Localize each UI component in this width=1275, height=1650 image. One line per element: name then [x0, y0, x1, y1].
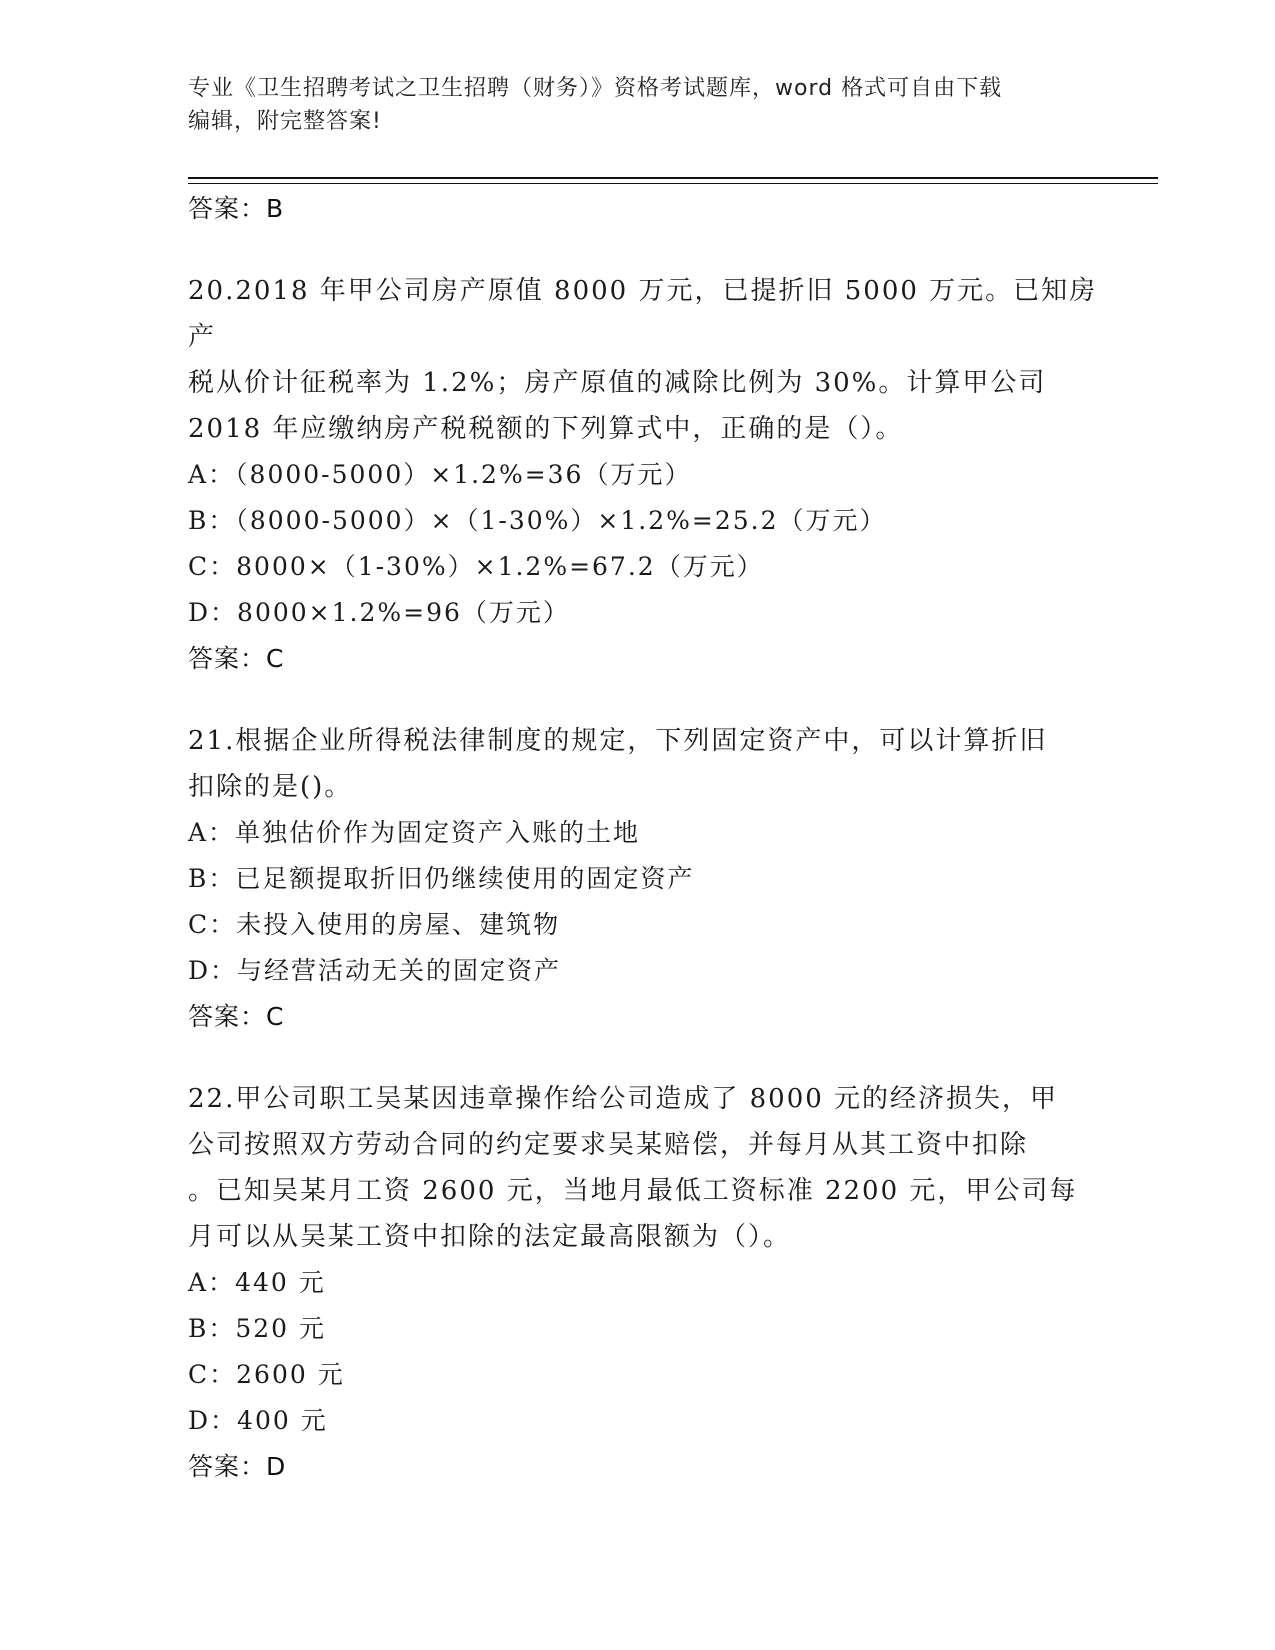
header-divider: [188, 177, 1158, 179]
answer-line: 答案：C: [188, 1002, 285, 1031]
question-block: [188, 268, 1118, 682]
answer-line: 答案：B: [188, 194, 285, 223]
header-divider-thin: [188, 183, 1158, 184]
question-line: 21.根据企业所得税法律制度的规定，下列固定资产中，可以计算折旧: [188, 726, 1048, 756]
header-line: 专业《卫生招聘考试之卫生招聘（财务）》资格考试题库，word 格式可自由下载: [188, 76, 1003, 101]
question-line: 。已知吴某月工资 2600 元，当地月最低工资标准 2200 元，甲公司每: [188, 1176, 1078, 1206]
option-b: B：520 元: [188, 1314, 327, 1343]
option-d: D：与经营活动无关的固定资产: [188, 956, 562, 985]
question-line: 22.甲公司职工吴某因违章操作给公司造成了 8000 元的经济损失，甲: [188, 1084, 1059, 1114]
question-list: [188, 186, 1118, 1490]
question-line: 扣除的是()。: [188, 772, 353, 802]
question-block: [188, 718, 1118, 1040]
option-c: C：未投入使用的房屋、建筑物: [188, 910, 561, 939]
document-header: [188, 72, 1088, 138]
answer-line: 答案：C: [188, 644, 285, 673]
question-line: 公司按照双方劳动合同的约定要求吴某赔偿，并每月从其工资中扣除: [188, 1130, 1029, 1160]
question-line: 2018 年应缴纳房产税税额的下列算式中，正确的是（）。: [188, 414, 904, 444]
option-a: A：440 元: [188, 1268, 326, 1297]
question-line: 月可以从吴某工资中扣除的法定最高限额为（）。: [188, 1222, 792, 1252]
option-c: C：2600 元: [188, 1360, 345, 1389]
header-line: 编辑，附完整答案!: [188, 109, 382, 134]
option-a: A：（8000-5000）×1.2%=36（万元）: [188, 460, 692, 489]
question-block: [188, 1076, 1118, 1490]
option-d: D：8000×1.2%=96（万元）: [188, 598, 570, 627]
option-d: D：400 元: [188, 1406, 328, 1435]
option-b: B：（8000-5000）×（1-30%）×1.2%=25.2（万元）: [188, 506, 887, 535]
option-c: C：8000×（1-30%）×1.2%=67.2（万元）: [188, 552, 764, 581]
question-line: 税从价计征税率为 1.2%；房产原值的减除比例为 30%。计算甲公司: [188, 368, 1047, 398]
option-a: A：单独估价作为固定资产入账的土地: [188, 818, 641, 847]
question-line: 20.2018 年甲公司房产原值 8000 万元，已提折旧 5000 万元。已知房产: [188, 276, 1098, 352]
option-b: B：已足额提取折旧仍继续使用的固定资产: [188, 864, 695, 893]
answer-line: 答案：D: [188, 1452, 287, 1481]
